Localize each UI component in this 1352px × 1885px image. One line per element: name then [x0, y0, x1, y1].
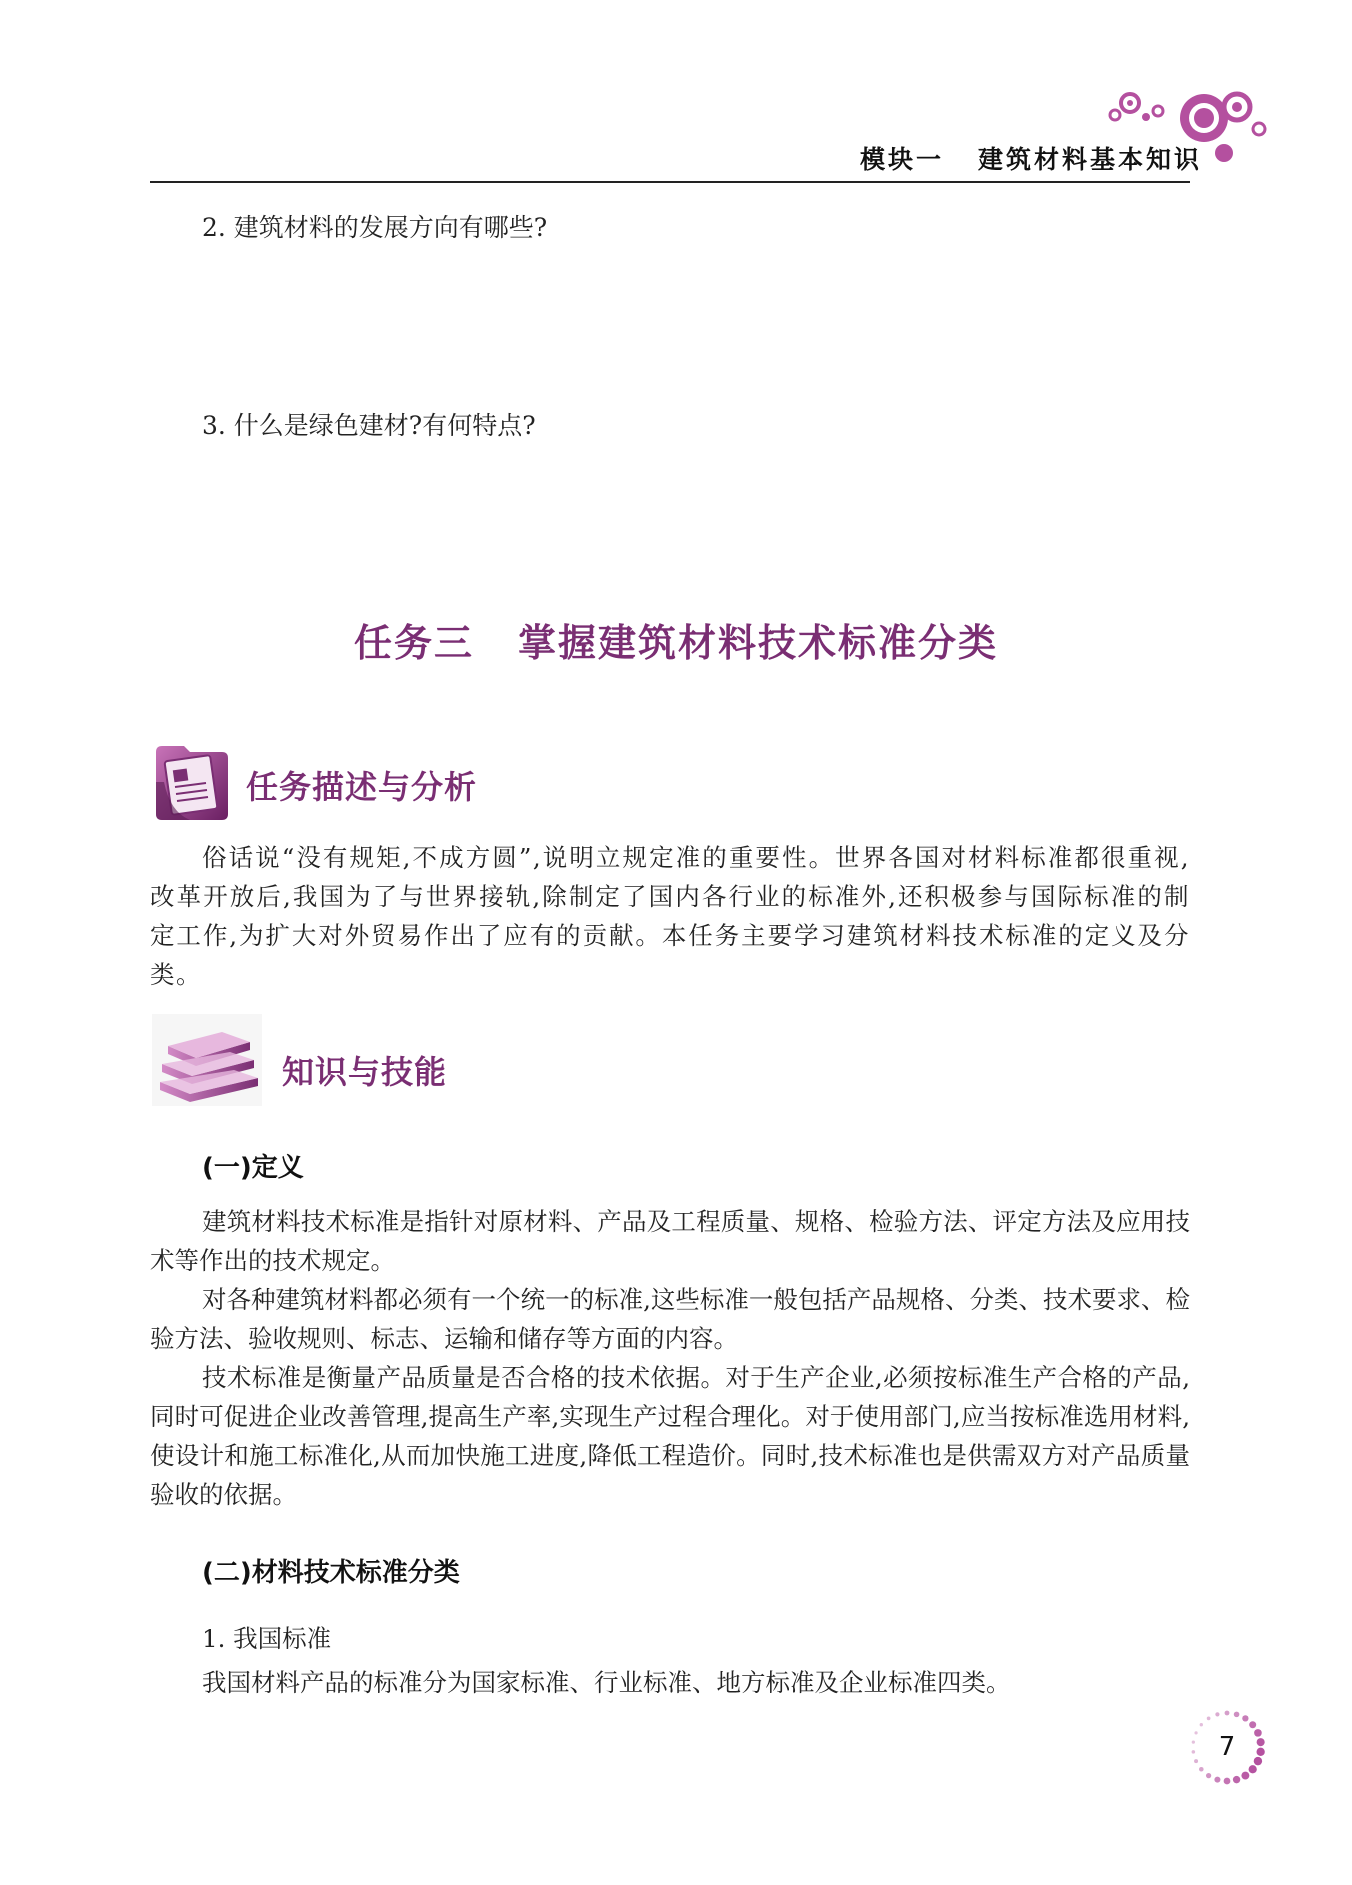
definition-paragraph-3: 技术标准是衡量产品质量是否合格的技术依据。对于生产企业,必须按标准生产合格的产品,同时可促进企业改善管理,提高生产率,实现生产过程合理化。对于使用部门,应当按标准选用材料,使设计和施工标准化,从而加快施工进度,降低工程造价。同时,技术标准也是供需双方对产品质量验收的依据。 [150, 1363, 1190, 1509]
definition-paragraphs [150, 1202, 1190, 1514]
header-title: 建筑材料基本知识 [977, 145, 1202, 174]
description-paragraph [150, 838, 1190, 994]
running-header [860, 140, 1202, 176]
books-stack-icon [150, 1010, 268, 1110]
task-title [0, 612, 1352, 667]
question-2: 2. 建筑材料的发展方向有哪些? [202, 213, 548, 242]
header-rule [150, 181, 1190, 183]
definition-paragraph-1: 建筑材料技术标准是指针对原材料、产品及工程质量、规格、检验方法、评定方法及应用技术等作出的技术规定。 [150, 1207, 1190, 1275]
section-heading-description: 任务描述与分析 [246, 768, 478, 806]
page-number-badge [1185, 1705, 1269, 1789]
definition-paragraph-2: 对各种建筑材料都必须有一个统一的标准,这些标准一般包括产品规格、分类、技术要求、检验方法、验收规则、标志、运输和储存等方面的内容。 [150, 1285, 1190, 1353]
classification-sub1: 1. 我国标准 [202, 1624, 332, 1653]
description-text: 俗话说“没有规矩,不成方圆”,说明立规定准的重要性。世界各国对材料标准都很重视,改革开放后,我国为了与世界接轨,除制定了国内各行业的标准外,还积极参与国际标准的制定工作,为扩大对外贸易作出了应有的贡献。本任务主要学习建筑材料技术标准的定义及分类。 [150, 843, 1190, 989]
classification-heading: (二)材料技术标准分类 [202, 1558, 460, 1588]
definition-heading: (一)定义 [202, 1153, 304, 1183]
document-folder-icon [150, 742, 232, 822]
classification-sub1-text: 我国材料产品的标准分为国家标准、行业标准、地方标准及企业标准四类。 [202, 1668, 1011, 1697]
task-title-text: 掌握建筑材料技术标准分类 [518, 621, 999, 665]
header-module: 模块一 [859, 145, 944, 174]
question-3: 3. 什么是绿色建材?有何特点? [202, 411, 536, 440]
task-label: 任务三 [353, 621, 474, 665]
page-number: 7 [1218, 1732, 1236, 1762]
section-heading-knowledge: 知识与技能 [282, 1053, 448, 1091]
